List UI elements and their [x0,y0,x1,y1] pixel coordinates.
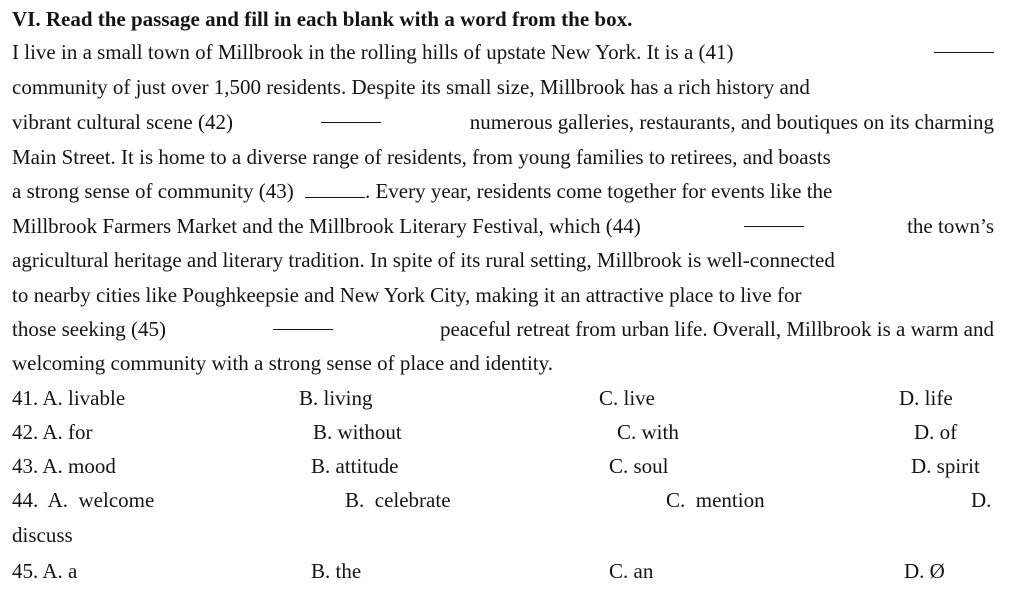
option-42-c[interactable]: C. with [617,420,679,444]
option-45-a[interactable]: 45. A. a [12,559,78,583]
passage-line-4: Main Street. It is home to a diverse range of residents, from young families to retirees, and boasts [12,145,831,169]
passage-text: numerous galleries, restaurants, and boutiques on its charming [469,110,994,134]
passage-text: I live in a small town of Millbrook in the rolling hills of upstate New York. It is a (41) [12,40,734,64]
blank-45[interactable] [273,315,333,330]
passage-line-6 [12,212,994,240]
passage-text: Millbrook Farmers Market and the Millbrook Literary Festival, which (44) [12,214,641,238]
option-44-b[interactable]: B. celebrate [345,488,451,512]
passage-line-2: community of just over 1,500 residents. Despite its small size, Millbrook has a rich history and [12,75,810,99]
passage-line-1 [12,38,994,66]
passage-text: those seeking (45) [12,317,166,341]
passage-line-9 [12,315,994,343]
passage-text: vibrant cultural scene (42) [12,110,233,134]
passage-line-5 [12,177,994,205]
option-44-c[interactable]: C. mention [666,488,765,512]
option-42-b[interactable]: B. without [313,420,402,444]
option-43-d[interactable]: D. spirit [911,454,980,478]
blank-43[interactable] [305,183,365,198]
passage-text: the town’s [907,214,994,238]
option-41-c[interactable]: C. live [599,386,655,410]
option-41-d[interactable]: D. life [899,386,953,410]
option-44-d-continued[interactable]: discuss [12,523,73,547]
passage-text: a strong sense of community (43) [12,179,294,203]
blank-41[interactable] [934,38,994,53]
passage-text: . Every year, residents come together for events like the [364,179,833,203]
option-43-a[interactable]: 43. A. mood [12,454,116,478]
option-45-d[interactable]: D. Ø [904,559,945,583]
blank-42[interactable] [321,108,381,123]
passage-line-8: to nearby cities like Poughkeepsie and New York City, making it an attractive place to live for [12,283,802,307]
option-45-c[interactable]: C. an [609,559,654,583]
option-42-d[interactable]: D. of [914,420,958,444]
option-42-a[interactable]: 42. A. for [12,420,93,444]
option-45-b[interactable]: B. the [311,559,362,583]
passage-text: peaceful retreat from urban life. Overall, Millbrook is a warm and [440,317,994,341]
passage-line-3 [12,108,994,136]
blank-44[interactable] [744,212,804,227]
option-43-b[interactable]: B. attitude [311,454,399,478]
option-43-c[interactable]: C. soul [609,454,669,478]
exercise-heading: VI. Read the passage and fill in each blank with a word from the box. [12,7,633,31]
option-44-a[interactable]: 44. A. welcome [12,488,155,512]
passage-line-10: welcoming community with a strong sense of place and identity. [12,351,554,375]
option-41-b[interactable]: B. living [299,386,373,410]
option-44-d[interactable]: D. [971,488,992,512]
passage-line-7: agricultural heritage and literary tradition. In spite of its rural setting, Millbrook is well-connected [12,248,835,272]
option-41-a[interactable]: 41. A. livable [12,386,126,410]
